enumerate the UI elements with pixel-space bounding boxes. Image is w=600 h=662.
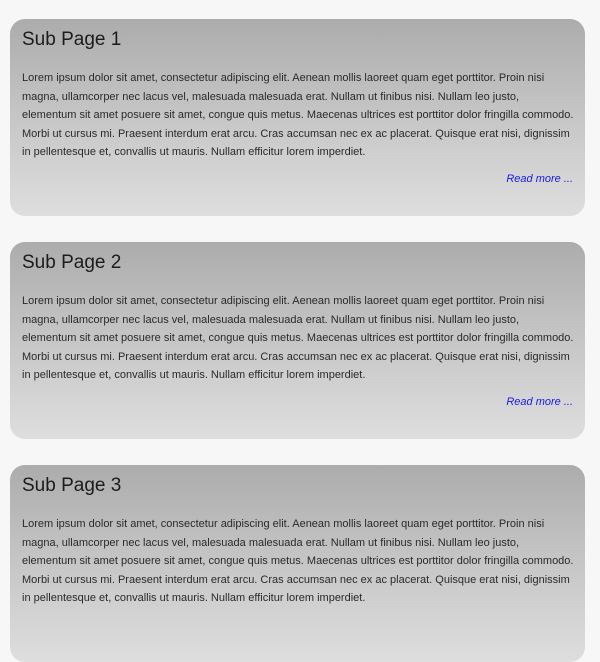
- subpage-card: [10, 19, 585, 216]
- card-body: Lorem ipsum dolor sit amet, consectetur adipiscing elit. Aenean mollis laoreet quam eget porttitor. Proin nisi magna, ullamcorper nec lacus vel, malesuada malesuada erat. Nullam ut finibus nisi. Nullam leo justo, elementum sit amet posuere sit amet, congue quis metus. Maecenas ultrices est porttitor dolor fringilla commodo. Morbi ut cursus mi. Praesent interdum erat arcu. Cras accumsan nec ex ac placerat. Quisque erat nisi, dignissim in pellentesque et, convallis ut mauris. Nullam efficitur lorem imperdiet.: [22, 518, 574, 604]
- read-more-link[interactable]: Read more ...: [506, 396, 573, 408]
- read-more-link[interactable]: Read more ...: [506, 173, 573, 185]
- card-body: Lorem ipsum dolor sit amet, consectetur adipiscing elit. Aenean mollis laoreet quam eget porttitor. Proin nisi magna, ullamcorper nec lacus vel, malesuada malesuada erat. Nullam ut finibus nisi. Nullam leo justo, elementum sit amet posuere sit amet, congue quis metus. Maecenas ultrices est porttitor dolor fringilla commodo. Morbi ut cursus mi. Praesent interdum erat arcu. Cras accumsan nec ex ac placerat. Quisque erat nisi, dignissim in pellentesque et, convallis ut mauris. Nullam efficitur lorem imperdiet.: [22, 295, 574, 381]
- card-body: Lorem ipsum dolor sit amet, consectetur adipiscing elit. Aenean mollis laoreet quam eget porttitor. Proin nisi magna, ullamcorper nec lacus vel, malesuada malesuada erat. Nullam ut finibus nisi. Nullam leo justo, elementum sit amet posuere sit amet, congue quis metus. Maecenas ultrices est porttitor dolor fringilla commodo. Morbi ut cursus mi. Praesent interdum erat arcu. Cras accumsan nec ex ac placerat. Quisque erat nisi, dignissim in pellentesque et, convallis ut mauris. Nullam efficitur lorem imperdiet.: [22, 72, 574, 158]
- subpage-card: [10, 465, 585, 662]
- card-title: Sub Page 1: [22, 29, 122, 50]
- card-title: Sub Page 2: [22, 252, 122, 273]
- subpage-card: [10, 242, 585, 439]
- card-title: Sub Page 3: [22, 475, 122, 496]
